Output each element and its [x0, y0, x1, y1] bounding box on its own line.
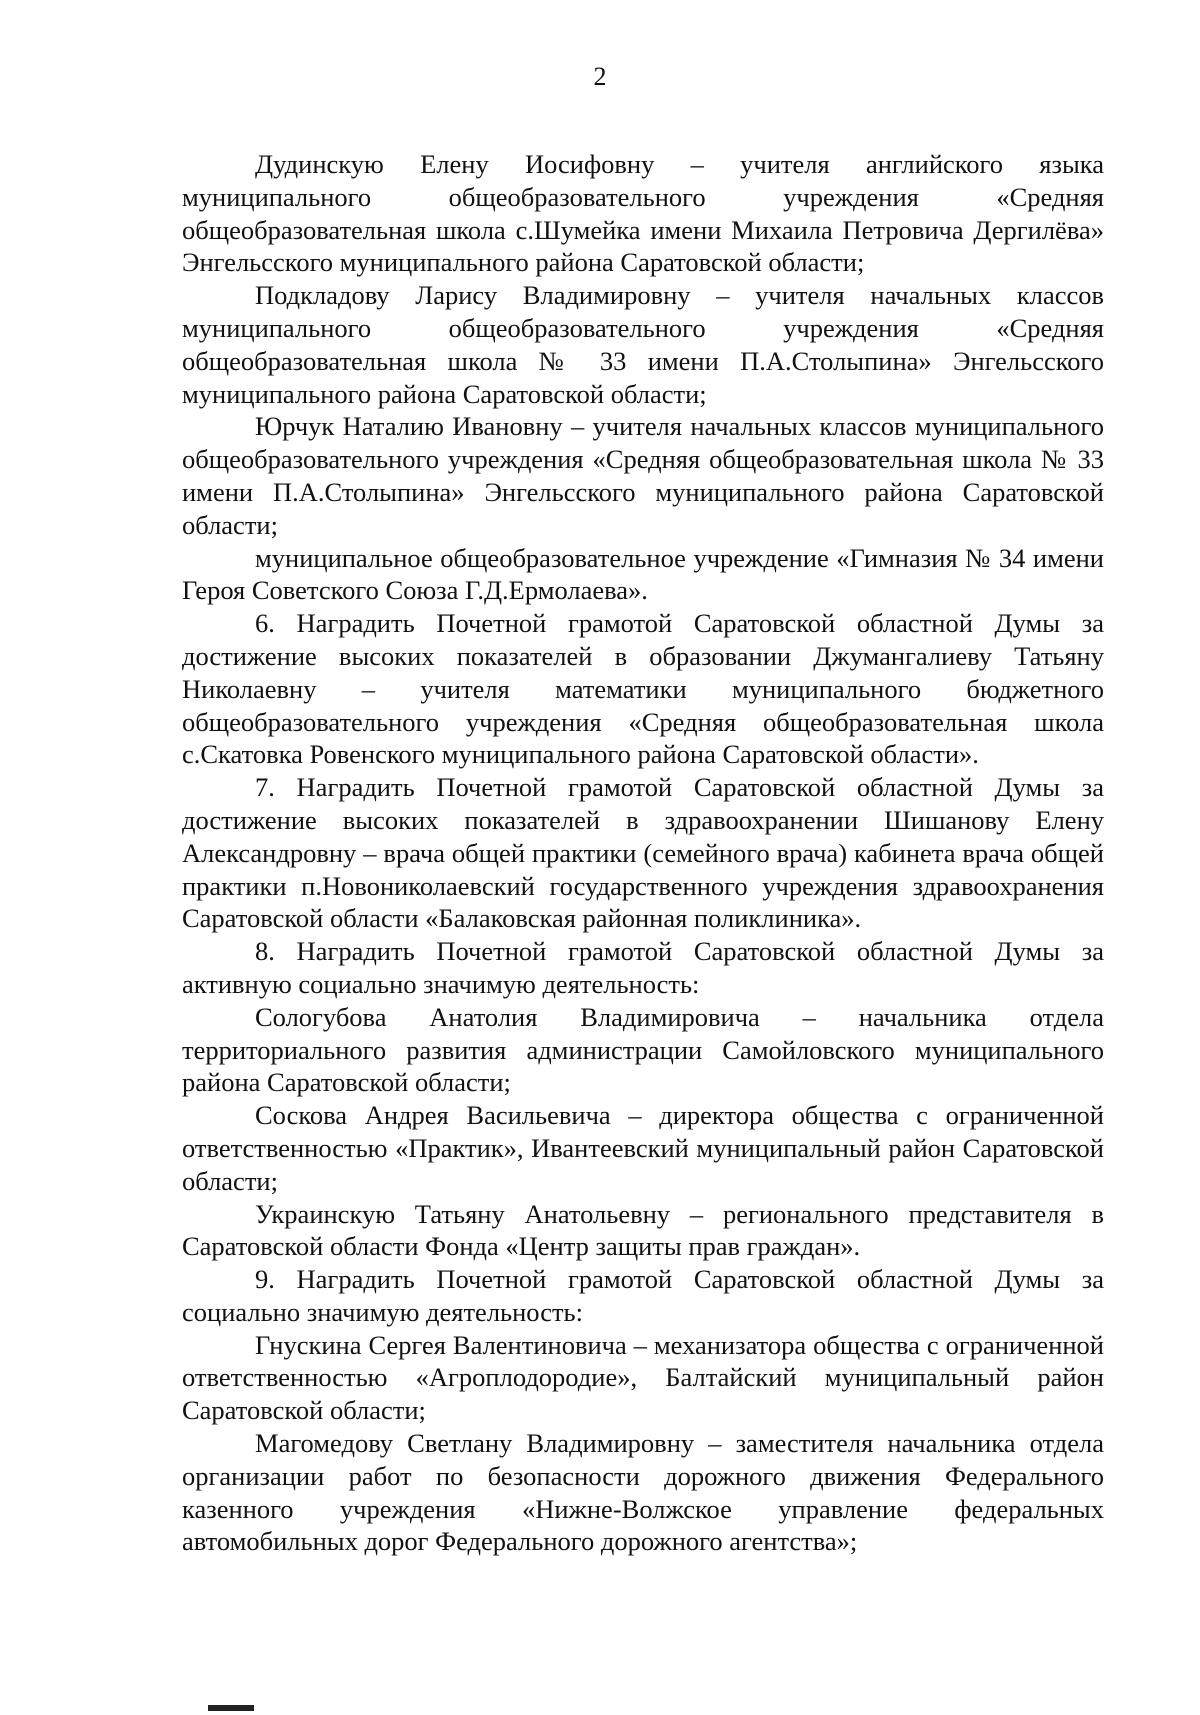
paragraph-ukrainskaya: Украинскую Татьяну Анатольевну – регионального представителя в Саратовской области Фонда «Центр защиты прав граждан».	[182, 1198, 1104, 1262]
paragraph-podkladova: Подкладову Ларису Владимировну – учителя начальных классов муниципального общеобразовательного учреждения «Средняя общеобразовательная школа № 33 имени П.А.Столыпина» Энгельсского муниципального района Саратовской области;	[182, 280, 1104, 409]
paragraph-gnuskin: Гнускина Сергея Валентиновича – механизатора общества с ограниченной ответственностью «Агроплодородие», Балтайский муниципальный район Саратовской области;	[182, 1329, 1104, 1426]
document-body	[182, 148, 1104, 1558]
paragraph-soskov: Соскова Андрея Васильевича – директора общества с ограниченной ответственностью «Практик», Ивантеевский муниципальный район Саратовской области;	[182, 1100, 1104, 1196]
page-number: 2	[593, 62, 607, 91]
paragraph-sologubov: Сологубова Анатолия Владимировича – начальника отдела территориального развития администрации Самойловского муниципального района Саратовской области;	[182, 1001, 1104, 1098]
paragraph-magomedova: Магомедову Светлану Владимировну – заместителя начальника отдела организации работ по безопасности дорожного движения Федерального казенного учреждения «Нижне-Волжское управление федеральных автомобильных дорог Федерального дорожного агентства»;	[182, 1428, 1104, 1557]
footer-scan-mark	[208, 1705, 254, 1711]
paragraph-item-7: 7. Наградить Почетной грамотой Саратовской областной Думы за достижение высоких показателей в здравоохранении Шишанову Елену Александровну – врача общей практики (семейного врача) кабинета врача общей практики п.Новониколаевский государственного учреждения здравоохранения Саратовской области «Балаковская районная поликлиника».	[182, 772, 1104, 934]
paragraph-gymnasium-34: муниципальное общеобразовательное учреждение «Гимназия № 34 имени Героя Советского Союза Г.Д.Ермолаева».	[182, 542, 1104, 606]
paragraph-dudinskaya: Дудинскую Елену Иосифовну – учителя английского языка муниципального общеобразовательного учреждения «Средняя общеобразовательная школа с.Шумейка имени Михаила Петровича Дергилёва» Энгельсского муниципального района Саратовской области;	[182, 149, 1104, 278]
paragraph-yurchuk: Юрчук Наталию Ивановну – учителя начальных классов муниципального общеобразовательного учреждения «Средняя общеобразовательная школа № 33 имени П.А.Столыпина» Энгельсского муниципального района Саратовской области;	[182, 411, 1104, 540]
paragraph-item-8: 8. Наградить Почетной грамотой Саратовской областной Думы за активную социально значимую деятельность:	[182, 936, 1104, 999]
paragraph-item-6: 6. Наградить Почетной грамотой Саратовской областной Думы за достижение высоких показателей в образовании Джумангалиеву Татьяну Николаевну – учителя математики муниципального бюджетного общеобразовательного учреждения «Средняя общеобразовательная школа с.Скатовка Ровенского муниципального района Саратовской области».	[182, 608, 1104, 770]
paragraph-item-9: 9. Наградить Почетной грамотой Саратовской областной Думы за социально значимую деятельность:	[182, 1264, 1104, 1327]
